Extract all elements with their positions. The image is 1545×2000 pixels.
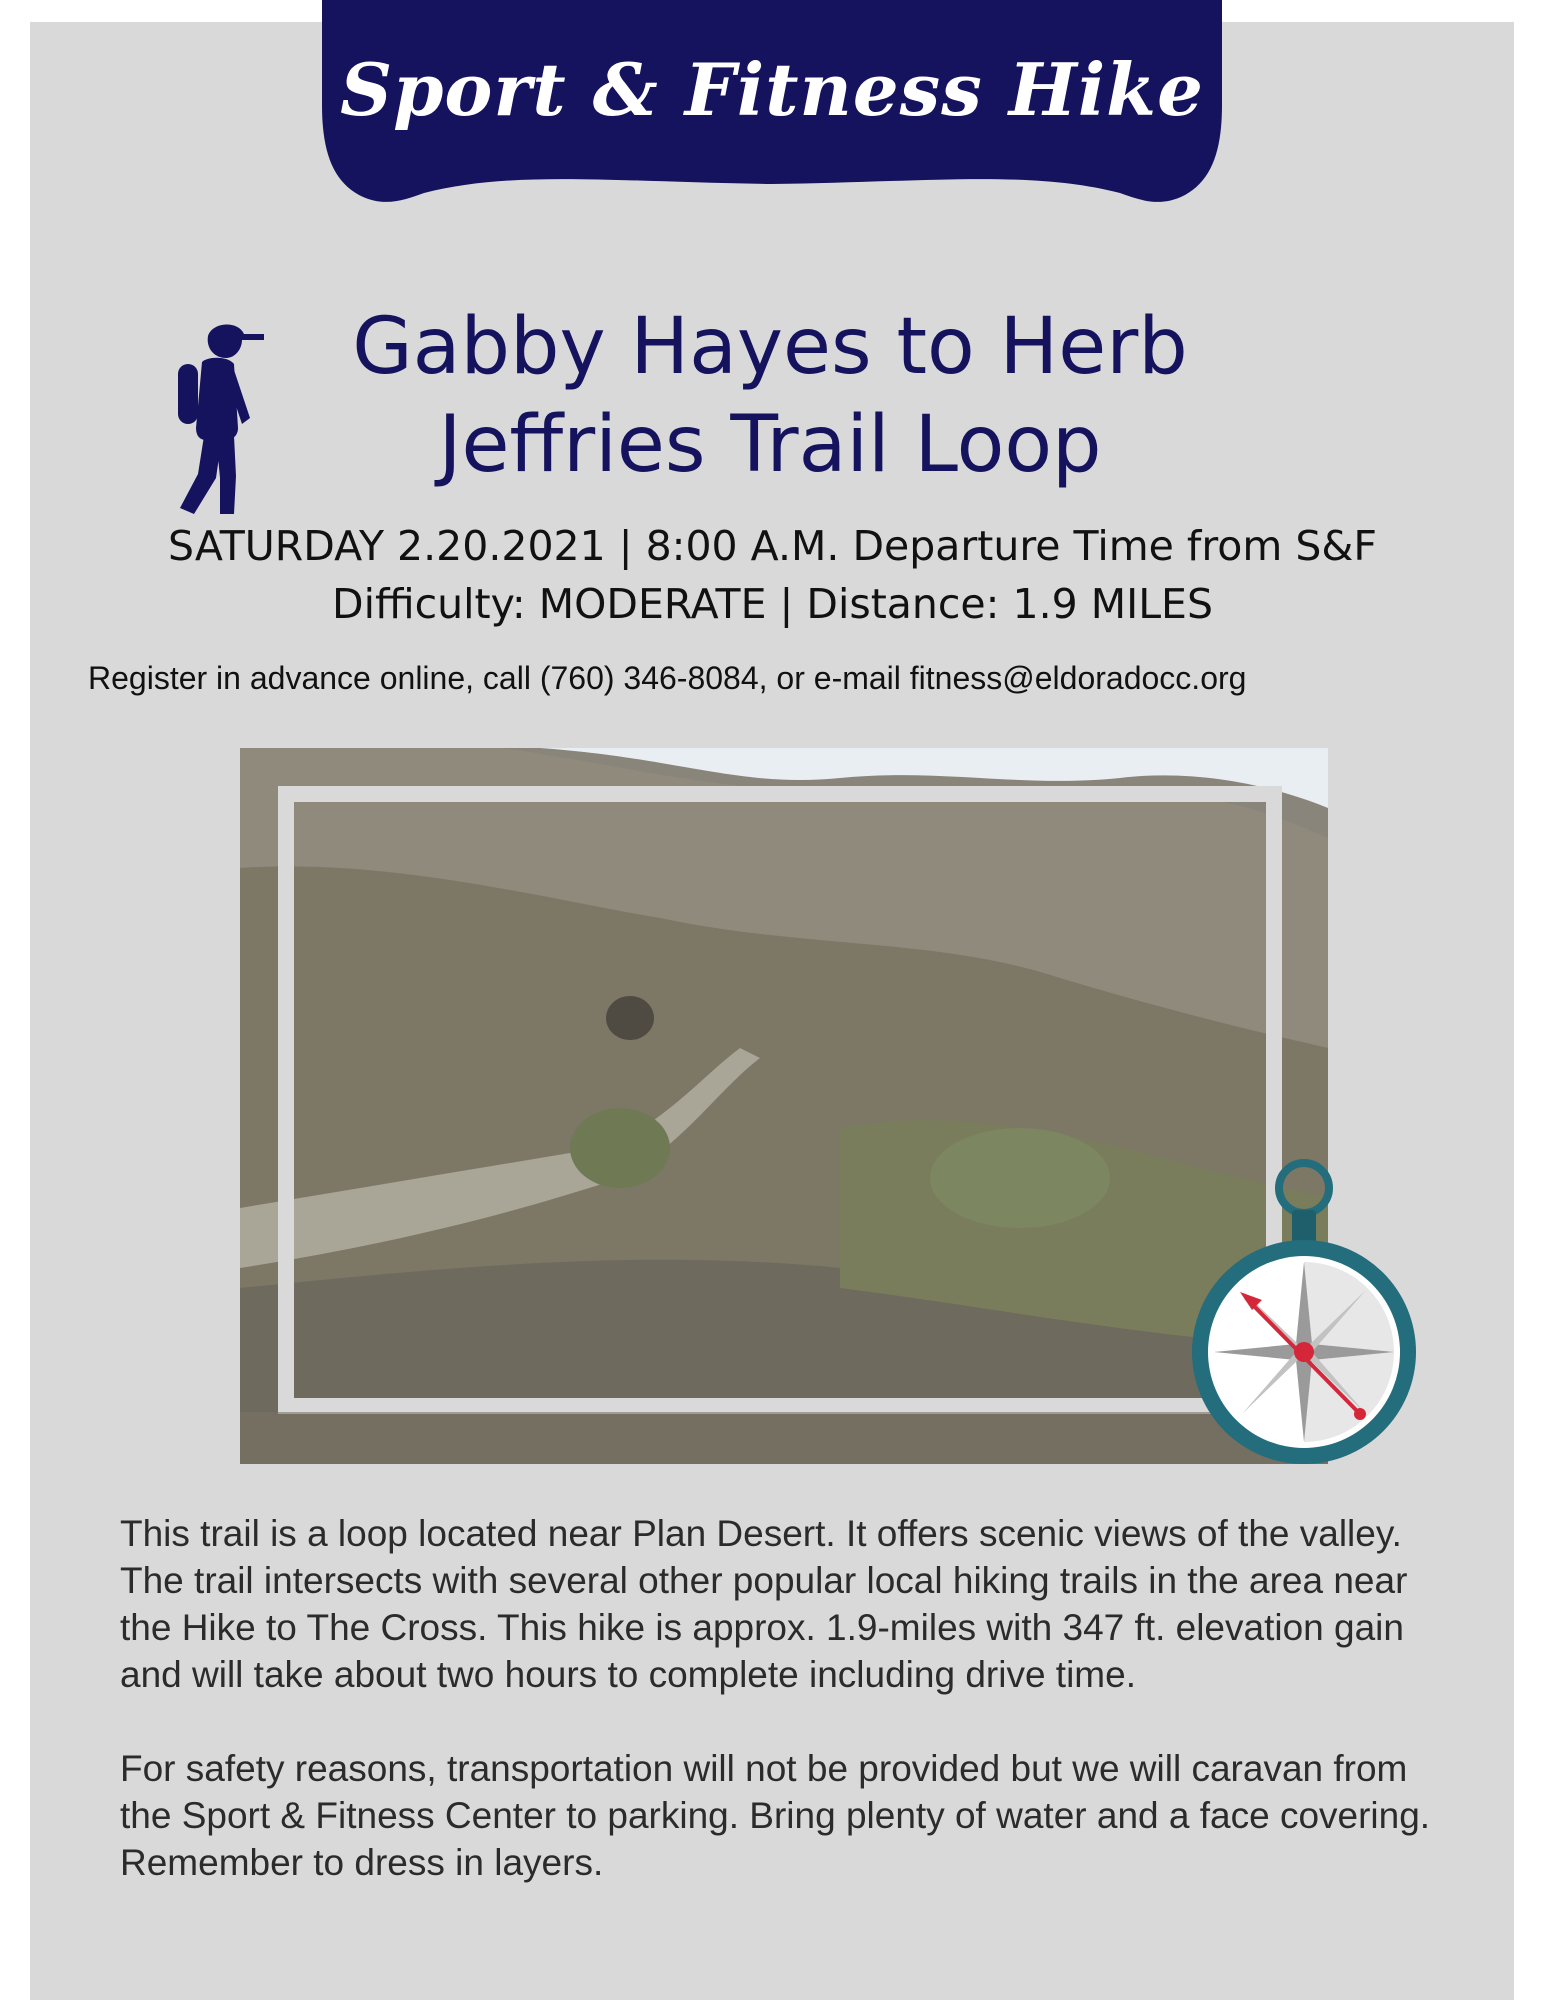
registration-info: Register in advance online, call (760) 346-8084, or e-mail fitness@eldoradocc.org [88,660,1247,696]
event-schedule: SATURDAY 2.20.2021 | 8:00 A.M. Departure Time from S&F [168,522,1377,570]
trail-photo [240,748,1328,1464]
compass-icon [1190,1158,1430,1472]
event-title-line1: Gabby Hayes to Herb [352,302,1188,392]
event-title [270,298,1270,494]
description-paragraph: This trail is a loop located near Plan Desert. It offers scenic views of the valley. The trail intersects with several other popular local hiking trails in the area near the Hike to The Cross. This hike is approx. 1.9-miles with 347 ft. elevation gain and will take about two hours to complete including drive time. [120,1513,1408,1695]
event-title-line2: Jeffries Trail Loop [438,400,1102,490]
description [120,1510,1450,1886]
description-paragraph: For safety reasons, transportation will not be provided but we will caravan from the Sport & Fitness Center to parking. Bring plenty of water and a face covering. Remember to dress in layers. [120,1748,1431,1883]
hiker-icon [176,318,268,518]
event-details: Difficulty: MODERATE | Distance: 1.9 MILES [332,580,1213,628]
banner-title: Sport & Fitness Hike [340,47,1204,132]
